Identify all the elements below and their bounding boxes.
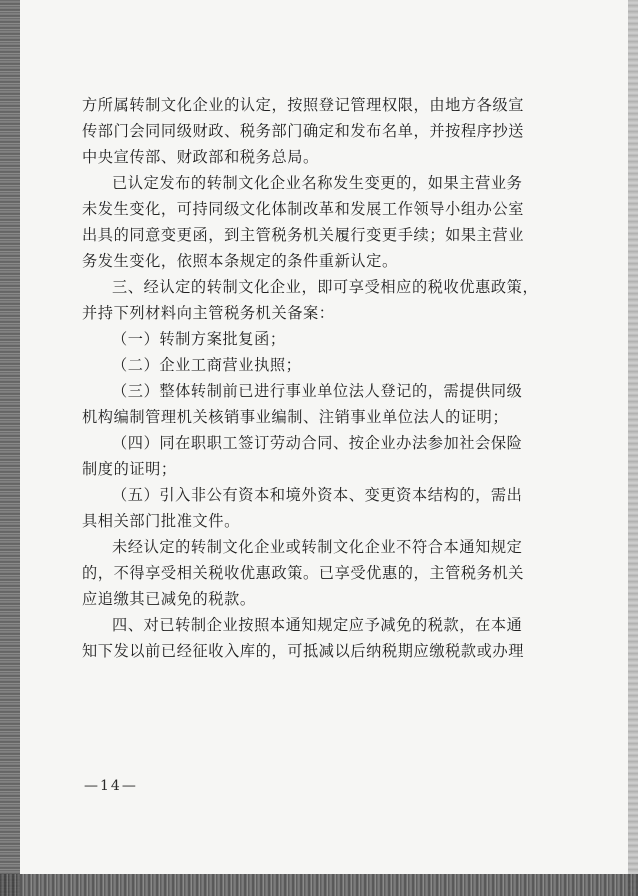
- text-line: 中央宣传部、财政部和税务总局。: [82, 148, 319, 166]
- text-line: 具相关部门批准文件。: [82, 512, 240, 530]
- text-line: 并持下列材料向主管税务机关备案：: [82, 304, 335, 322]
- paragraph-start: 未经认定的转制文化企业或转制文化企业不符合本通知规定: [112, 538, 523, 556]
- scan-edge-right: [628, 0, 638, 896]
- text-line: 机构编制管理机关核销事业编制、注销事业单位法人的证明；: [82, 408, 509, 426]
- text-line: 方所属转制文化企业的认定，按照登记管理权限，由地方各级宣: [82, 96, 525, 114]
- text-line: 应追缴其已减免的税款。: [82, 590, 256, 608]
- text-line: 制度的证明；: [82, 460, 177, 478]
- list-item-4: （四）同在职职工签订劳动合同、按企业办法参加社会保险: [112, 434, 523, 452]
- scan-edge-left: [0, 0, 20, 896]
- document-body: [82, 92, 572, 664]
- text-line: 传部门会同同级财政、税务部门确定和发布名单，并按程序抄送: [82, 122, 525, 140]
- list-item-5: （五）引入非公有资本和境外资本、变更资本结构的，需出: [112, 486, 523, 504]
- text-line: 务发生变化，依照本条规定的条件重新认定。: [82, 252, 398, 270]
- list-item-1: （一）转制方案批复函；: [112, 330, 286, 348]
- text-line: 未发生变化，可持同级文化体制改革和发展工作领导小组办公室: [82, 200, 525, 218]
- paragraph-start: 已认定发布的转制文化企业名称发生变更的，如果主营业务: [112, 174, 523, 192]
- section-three-heading: 三、经认定的转制文化企业，即可享受相应的税收优惠政策，: [112, 278, 539, 296]
- list-item-3: （三）整体转制前已进行事业单位法人登记的，需提供同级: [112, 382, 523, 400]
- section-four-heading: 四、对已转制企业按照本通知规定应予减免的税款，在本通: [112, 616, 523, 634]
- page-number: —14—: [84, 778, 138, 794]
- scan-edge-bottom: [0, 874, 638, 896]
- text-line: 知下发以前已经征收入库的，可抵减以后纳税期应缴税款或办理: [82, 642, 525, 660]
- text-line: 出具的同意变更函，到主管税务机关履行变更手续；如果主营业: [82, 226, 525, 244]
- text-line: 的，不得享受相关税收优惠政策。已享受优惠的，主管税务机关: [82, 564, 525, 582]
- list-item-2: （二）企业工商营业执照；: [112, 356, 302, 374]
